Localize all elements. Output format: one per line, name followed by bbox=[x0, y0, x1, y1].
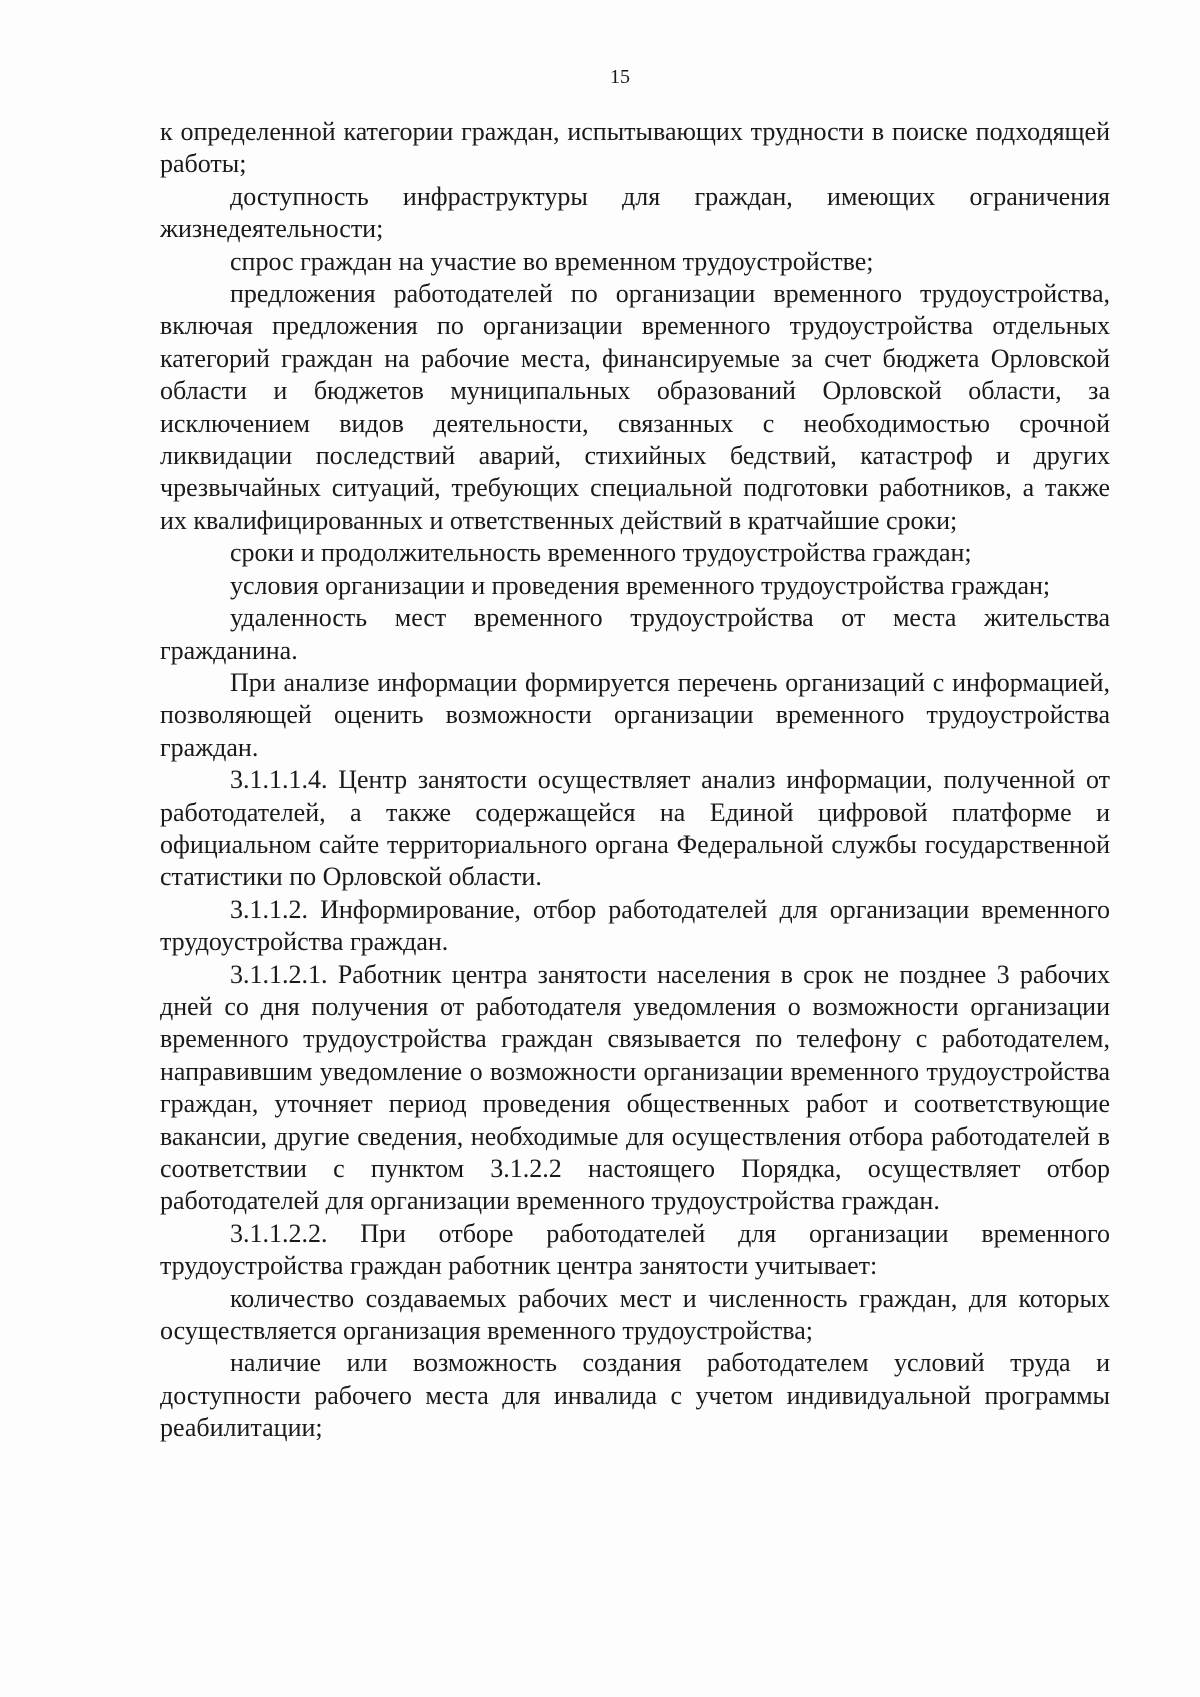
paragraph: к определенной категории граждан, испытывающих трудности в поиске подходящей работы; bbox=[160, 117, 1110, 179]
paragraph: сроки и продолжительность временного трудоустройства граждан; bbox=[230, 538, 972, 568]
paragraph: 3.1.1.2.1. Работник центра занятости населения в срок не позднее 3 рабочих дней со дня получения от работодателя уведомления о возможности организации временного трудоустройства граждан связывается по телефону с работодателем, направившим уведомление о возможности организации временного трудоустройства граждан, уточняет период проведения общественных работ и соответствующие вакансии, другие сведения, необходимые для осуществления отбора работодателей в соответствии с пунктом 3.1.2.2 настоящего Порядка, осуществляет отбор работодателей для организации временного трудоустройства граждан. bbox=[160, 959, 1110, 1216]
page-number: 15 bbox=[610, 66, 630, 88]
paragraph: условия организации и проведения временного трудоустройства граждан; bbox=[230, 570, 1051, 600]
paragraph: количество создаваемых рабочих мест и численность граждан, для которых осуществляется организация временного трудоустройства; bbox=[160, 1283, 1110, 1346]
paragraph: 3.1.1.2. Информирование, отбор работодателей для организации временного трудоустройства граждан. bbox=[160, 894, 1110, 957]
paragraph: удаленность мест временного трудоустройства от места жительства гражданина. bbox=[160, 603, 1110, 665]
paragraph: предложения работодателей по организации временного трудоустройства, включая предложения по организации временного трудоустройства отдельных категорий граждан на рабочие места, финансируемые за счет бюджета Орловской области и бюджетов муниципальных образований Орловской области, за исключением видов деятельности, связанных с необходимостью срочной ликвидации последствий аварий, стихийных бедствий, катастроф и других чрезвычайных ситуаций, требующих специальной подготовки работников, а также их квалифицированных и ответственных действий в кратчайшие сроки; bbox=[160, 279, 1110, 535]
paragraph: спрос граждан на участие во временном трудоустройстве; bbox=[230, 246, 874, 276]
paragraph: При анализе информации формируется перечень организаций с информацией, позволяющей оценить возможности организации временного трудоустройства граждан. bbox=[160, 667, 1110, 762]
paragraph: 3.1.1.1.4. Центр занятости осуществляет анализ информации, полученной от работодателей, а также содержащейся на Единой цифровой платформе и официальном сайте территориального органа Федеральной службы государственной статистики по Орловской области. bbox=[160, 765, 1110, 892]
paragraph: доступность инфраструктуры для граждан, имеющих ограничения жизнедеятельности; bbox=[160, 181, 1110, 244]
document-body bbox=[160, 116, 1110, 1445]
paragraph: наличие или возможность создания работодателем условий труда и доступности рабочего места для инвалида с учетом индивидуальной программы реабилитации; bbox=[160, 1348, 1110, 1443]
paragraph: 3.1.1.2.2. При отборе работодателей для организации временного трудоустройства граждан работник центра занятости учитывает: bbox=[160, 1218, 1110, 1281]
